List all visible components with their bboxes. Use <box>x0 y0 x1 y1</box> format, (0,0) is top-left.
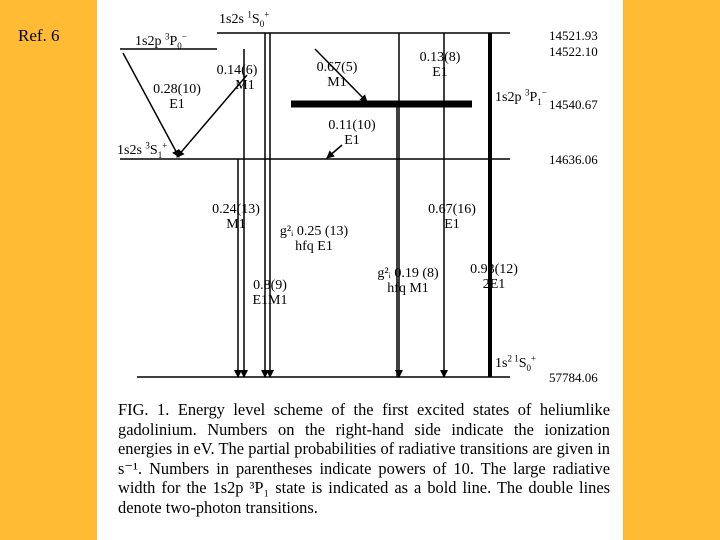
energy-5: 57784.06 <box>549 370 598 385</box>
label-p1-state: 1s2p $^3P_1^-$ <box>495 87 547 107</box>
label-top-state: 1s2s $^1S_0^+$ <box>219 9 270 29</box>
t10-label: 0.67(16) E1 <box>428 202 476 232</box>
label-ground-state: $1s^{2 1}S_0^+$ <box>495 353 537 373</box>
energy-3: 14540.67 <box>549 97 598 112</box>
t2-label: 0.14(6) M1 <box>216 63 258 93</box>
t11-label: 0.93(12) 2E1 <box>470 262 518 292</box>
energy-4: 14636.06 <box>549 152 598 167</box>
label-p0-state: 1s2p $^3P_0^-$ <box>135 31 187 51</box>
reference-label: Ref. 6 <box>18 26 60 45</box>
t1-label: 0.28(10) E1 <box>153 82 201 112</box>
label-s1-state: 1s2s $^3S_1^+$ <box>117 140 168 160</box>
figure-caption: FIG. 1. Energy level scheme of the first excited states of heliumlike gadolinium. Numbers on the right-hand side indicate the ionization energies in eV. The partial probabilities of radiative transitions are given in s⁻¹. Numbers in parentheses indicate powers of 10. The large radiative width for the 1s2p ³P₁ state is indicated as a bold line. The double lines denote two-photon transitions. <box>118 400 610 517</box>
t6-label: 0.24(13) M1 <box>212 202 260 232</box>
t4-label: 0.13(8) E1 <box>419 50 461 80</box>
t3-label: 0.67(5) M1 <box>316 60 358 90</box>
energy-2: 14522.10 <box>549 44 598 59</box>
t5-label: 0.11(10) E1 <box>328 118 376 148</box>
energy-1: 14521.93 <box>549 28 598 43</box>
figure-panel <box>97 0 623 540</box>
t8-label: 0.8(9) E1M1 <box>252 278 288 308</box>
t7-label: g²ᵢ 0.25 (13) hfq E1 <box>279 224 349 254</box>
t9-label: g²ᵢ 0.19 (8) hfq M1 <box>377 266 439 296</box>
